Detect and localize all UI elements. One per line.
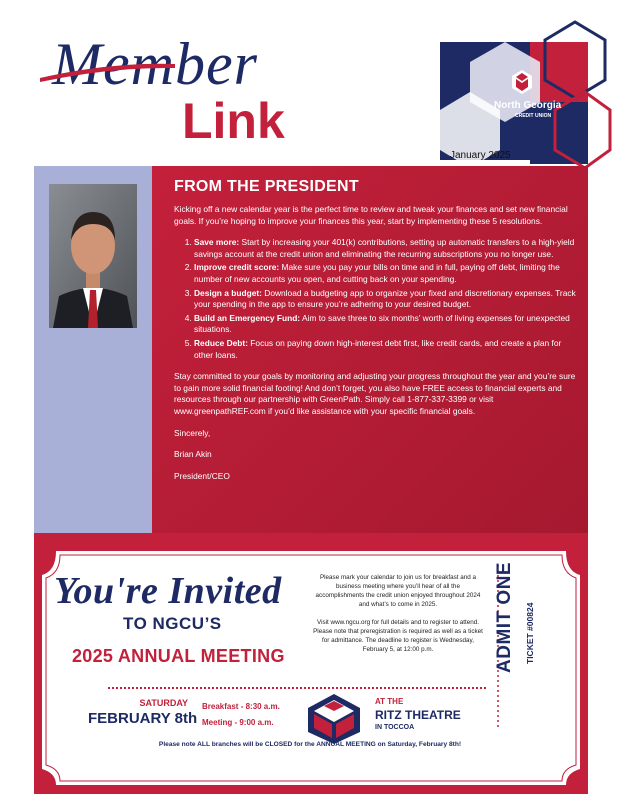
ngcu-cube-icon [304,692,364,744]
resolution-text: Aim to save three to six months’ worth of living expenses for unexpected situations. [194,312,570,335]
meeting-time: Meeting - 9:00 a.m. [202,718,274,727]
invite-description [312,573,484,662]
invite-desc-2: Visit www.ngcu.org for full details and to register to attend. Please note that preregistration is required as well as a ticket for admittance. The deadline to register is Wednesday, February 5, at 12:00 p.m. [313,618,483,653]
logo-name: North Georgia [494,100,562,111]
resolution-label: Build an Emergency Fund: [194,312,301,323]
breakfast-time: Breakfast - 8:30 a.m. [202,702,280,711]
admit-one-label: ADMIT ONE [494,561,515,673]
invited-heading: You're Invited [54,570,282,612]
header-swoosh [40,64,175,82]
venue-name: RITZ THEATRE [375,708,461,722]
event-date: FEBRUARY 8th [88,710,198,727]
resolutions-list [174,237,578,361]
invited-to: TO NGCU’S [123,614,222,633]
masthead-title-member: Member [52,31,258,97]
ticket-number: TICKET #00824 [525,602,535,664]
list-item [194,288,578,311]
venue-at: AT THE [375,697,404,706]
resolution-label: Design a budget: [194,287,262,298]
ticket-divider [108,687,486,689]
branch-closure-note: Please note ALL branches will be CLOSED for the ANNUAL MEETING on Saturday, February 8th! [158,741,462,748]
president-article [174,176,578,492]
list-item [194,338,578,361]
logo-subtitle: CREDIT UNION [515,113,552,119]
event-times [202,699,280,731]
signer-role: President/CEO [174,470,230,481]
resolution-label: Reduce Debt: [194,338,248,349]
resolution-text: Start by increasing your 401(k) contributions, setting up automatic transfers to a high-yield savings account at the credit union and eliminating the recurring subscriptions you no longer use. [194,237,575,259]
signer-name: Brian Akin [174,449,212,460]
intro-paragraph: Kicking off a new calendar year is the perfect time to review and tweak your finances and set new financial goals. If you’re hoping to improve your finances this year, start by implementing these 5 resolutions. [174,204,568,226]
issue-date: January 2025 [450,150,511,161]
invite-desc-1: Please mark your calendar to join us for breakfast and a business meeting where you’ll hear of all the accomplishments the credit union enjoyed throughout 2024 and what’s to come in 2025. [315,574,481,609]
signoff: Sincerely, [174,427,211,438]
masthead-title-link: Link [182,93,285,149]
list-item [194,262,578,285]
venue-city: IN TOCCOA [375,724,415,731]
list-item [194,313,578,336]
list-item [194,237,578,260]
resolution-label: Improve credit score: [194,262,280,273]
resolution-text: Make sure you pay your bills on time and in full, paying off debt, limiting the number of new accounts you open, and cutting back on your spending. [194,262,560,285]
president-photo [49,184,137,328]
closing-paragraph: Stay committed to your goals by monitoring and adjusting your progress throughout the year and you’re sure to gain more solid financial footing! And don’t forget, you also have FREE access to financial experts and resources through our partnership with GreenPath. Simply call 1-877-337-3399 or visit www.greenpathREF.com if you’d like assistance with your specific financial goals. [174,371,576,416]
resolution-text: Download a budgeting app to organize your fixed and discretionary expenses. Track your spending in the app to ensure you’re adhering to your desired budget. [194,287,576,310]
resolution-label: Save more: [194,237,240,248]
cube-navy-bottom [530,102,588,164]
resolution-text: Focus on paying down high-interest debt first, like credit cards, and create a plan for other loans. [194,338,562,360]
section-title: FROM THE PRESIDENT [174,178,359,195]
header-cube-graphic [0,0,618,170]
event-day: SATURDAY [139,698,188,708]
annual-meeting-title: 2025 ANNUAL MEETING [72,646,285,666]
